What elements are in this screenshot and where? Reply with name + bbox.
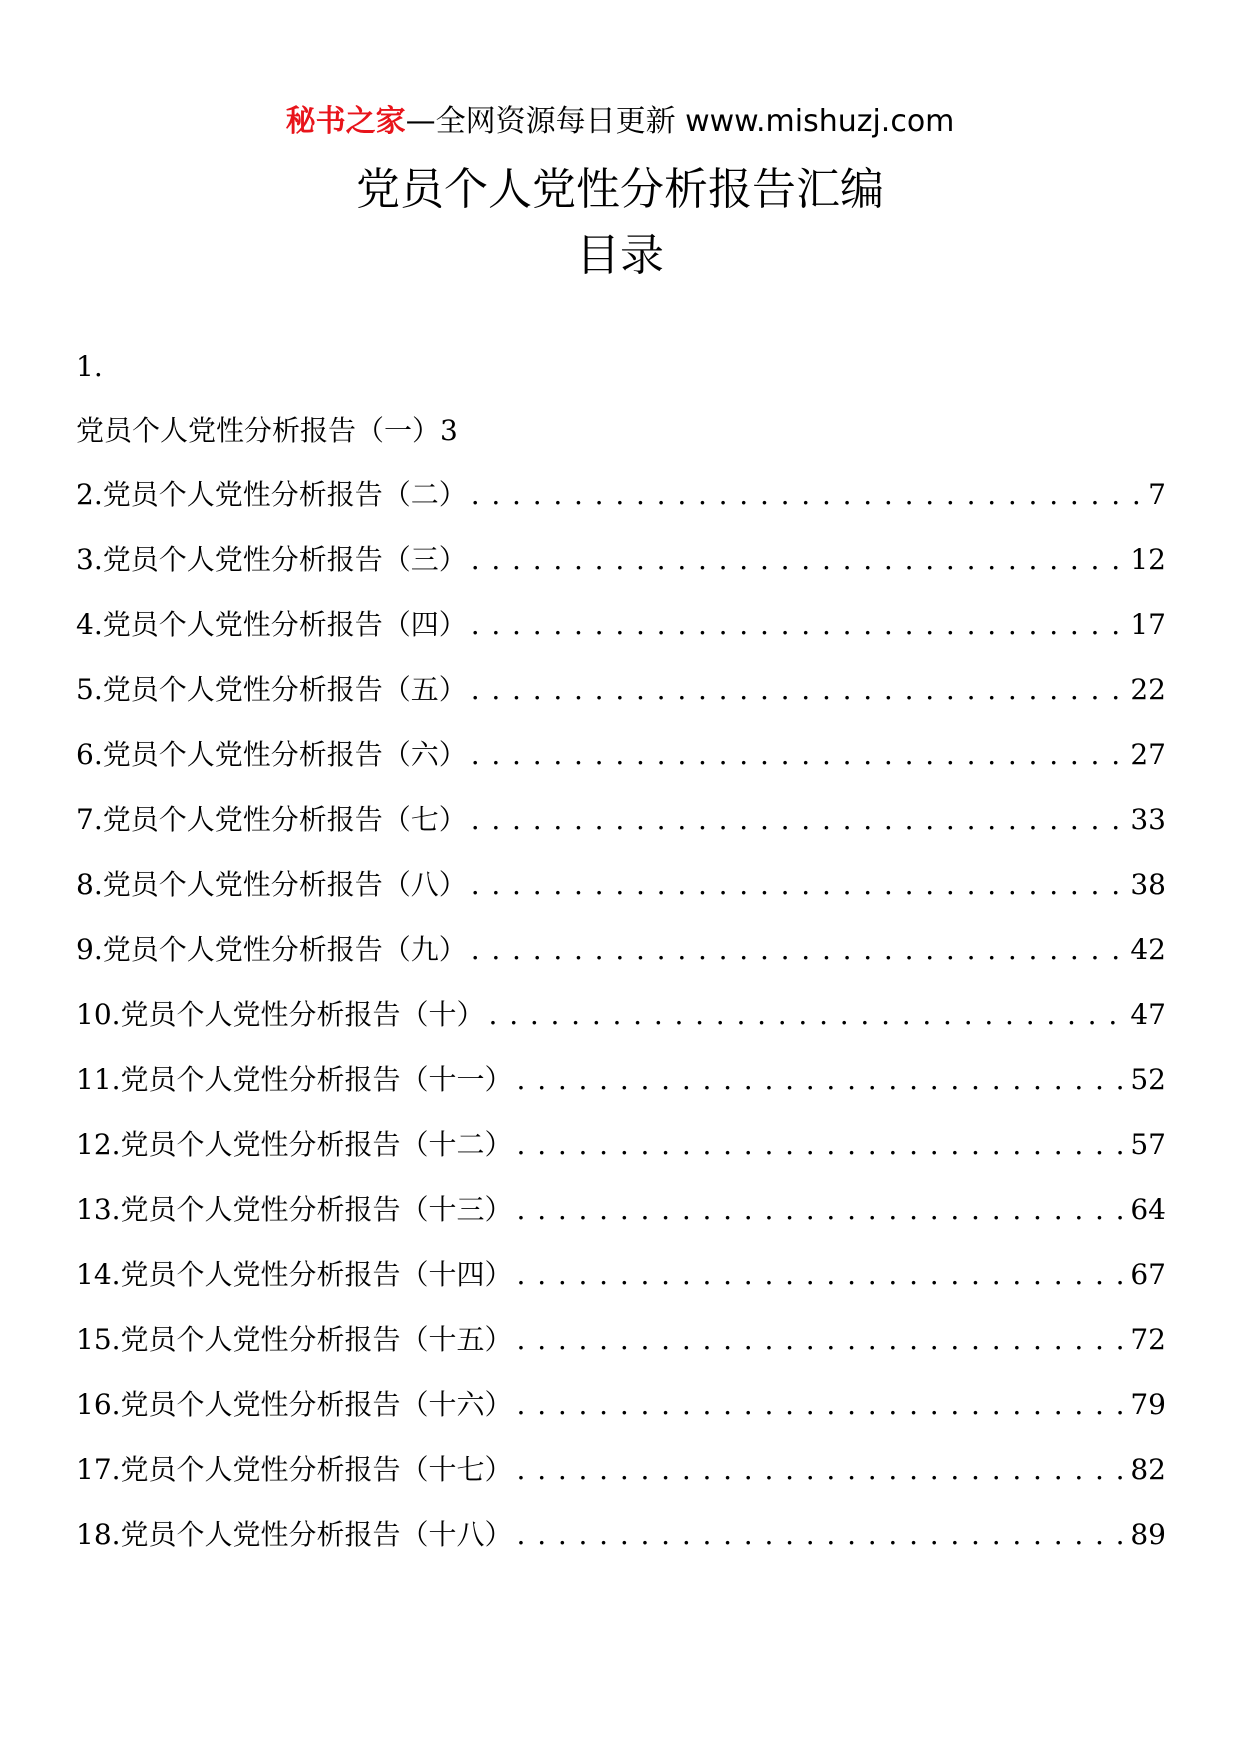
toc-dot-leader bbox=[517, 1125, 1127, 1165]
site-tagline: —全网资源每日更新 www.mishuzj.com bbox=[405, 104, 955, 139]
toc-dot-leader bbox=[517, 1255, 1127, 1295]
toc-dot-leader bbox=[517, 1450, 1127, 1490]
toc-entry-title: 8.党员个人党性分析报告（八） bbox=[76, 868, 467, 901]
toc-page-number: 89 bbox=[1130, 1518, 1166, 1551]
toc-entry-7[interactable] bbox=[76, 800, 1166, 865]
toc-entry-title: 15.党员个人党性分析报告（十五） bbox=[76, 1323, 513, 1356]
toc-entry-title: 5.党员个人党性分析报告（五） bbox=[76, 673, 467, 706]
toc-entry-18[interactable] bbox=[76, 1515, 1166, 1580]
toc-page-number: 82 bbox=[1130, 1453, 1166, 1486]
toc-dot-leader bbox=[471, 735, 1127, 775]
toc-entry-number: 1. bbox=[76, 350, 103, 383]
toc-dot-leader bbox=[517, 1385, 1127, 1425]
toc-page-number: 64 bbox=[1130, 1193, 1166, 1226]
toc-page-number: 22 bbox=[1130, 673, 1166, 706]
toc-dot-leader bbox=[517, 1515, 1127, 1555]
toc-page-number: 72 bbox=[1130, 1323, 1166, 1356]
toc-entry-4[interactable] bbox=[76, 605, 1166, 670]
toc-entry-title: 14.党员个人党性分析报告（十四） bbox=[76, 1258, 513, 1291]
toc-page-number: 57 bbox=[1130, 1128, 1166, 1161]
toc-entry-12[interactable] bbox=[76, 1125, 1166, 1190]
toc-entry-8[interactable] bbox=[76, 865, 1166, 930]
toc-dot-leader bbox=[517, 1060, 1127, 1100]
toc-dot-leader bbox=[471, 865, 1127, 905]
toc-dot-leader bbox=[471, 670, 1127, 710]
toc-page-number: 33 bbox=[1130, 803, 1166, 836]
toc-page-number: 47 bbox=[1130, 998, 1166, 1031]
toc-entry-title: 16.党员个人党性分析报告（十六） bbox=[76, 1388, 513, 1421]
toc-page-number: 67 bbox=[1130, 1258, 1166, 1291]
document-title: 党员个人党性分析报告汇编 bbox=[356, 164, 884, 215]
toc-entry-13[interactable] bbox=[76, 1190, 1166, 1255]
toc-entry-9[interactable] bbox=[76, 930, 1166, 995]
toc-entry-16[interactable] bbox=[76, 1385, 1166, 1450]
toc-entry-title: 2.党员个人党性分析报告（二） bbox=[76, 478, 467, 511]
toc-entry-3[interactable] bbox=[76, 540, 1166, 605]
toc-entry-10[interactable] bbox=[76, 995, 1166, 1060]
toc-entry-title: 10.党员个人党性分析报告（十） bbox=[76, 998, 485, 1031]
brand-name: 秘书之家 bbox=[285, 104, 406, 139]
toc-page-number: 79 bbox=[1130, 1388, 1166, 1421]
toc-dot-leader bbox=[471, 605, 1127, 645]
toc-dot-leader bbox=[517, 1320, 1127, 1360]
toc-entry-1[interactable]: 党员个人党性分析报告（一）3 bbox=[76, 414, 458, 447]
toc-list bbox=[76, 475, 1166, 1580]
toc-entry-title: 6.党员个人党性分析报告（六） bbox=[76, 738, 467, 771]
toc-dot-leader bbox=[517, 1190, 1127, 1230]
toc-entry-title: 17.党员个人党性分析报告（十七） bbox=[76, 1453, 513, 1486]
site-header bbox=[0, 100, 1240, 144]
toc-page-number: 12 bbox=[1130, 543, 1166, 576]
table-of-contents bbox=[76, 347, 1166, 1580]
toc-page-number: 27 bbox=[1130, 738, 1166, 771]
toc-entry-15[interactable] bbox=[76, 1320, 1166, 1385]
toc-entry-title: 12.党员个人党性分析报告（十二） bbox=[76, 1128, 513, 1161]
toc-page-number: 38 bbox=[1130, 868, 1166, 901]
toc-entry-title: 4.党员个人党性分析报告（四） bbox=[76, 608, 467, 641]
toc-page-number: 17 bbox=[1130, 608, 1166, 641]
toc-entry-title: 7.党员个人党性分析报告（七） bbox=[76, 803, 467, 836]
toc-dot-leader bbox=[471, 800, 1127, 840]
toc-dot-leader bbox=[471, 540, 1127, 580]
toc-entry-11[interactable] bbox=[76, 1060, 1166, 1125]
toc-page-number: 7 bbox=[1148, 478, 1166, 511]
toc-dot-leader bbox=[471, 475, 1144, 515]
toc-entry-2[interactable] bbox=[76, 475, 1166, 540]
toc-entry-title: 3.党员个人党性分析报告（三） bbox=[76, 543, 467, 576]
toc-page-number: 52 bbox=[1130, 1063, 1166, 1096]
toc-entry-title: 9.党员个人党性分析报告（九） bbox=[76, 933, 467, 966]
toc-dot-leader bbox=[489, 995, 1127, 1035]
toc-entry-title: 18.党员个人党性分析报告（十八） bbox=[76, 1518, 513, 1551]
toc-entry-6[interactable] bbox=[76, 735, 1166, 800]
toc-entry-title: 13.党员个人党性分析报告（十三） bbox=[76, 1193, 513, 1226]
toc-page-number: 42 bbox=[1130, 933, 1166, 966]
toc-entry-title: 11.党员个人党性分析报告（十一） bbox=[76, 1063, 513, 1096]
toc-heading: 目录 bbox=[576, 230, 664, 281]
toc-entry-14[interactable] bbox=[76, 1255, 1166, 1320]
toc-entry-5[interactable] bbox=[76, 670, 1166, 735]
toc-entry-17[interactable] bbox=[76, 1450, 1166, 1515]
toc-dot-leader bbox=[471, 930, 1127, 970]
